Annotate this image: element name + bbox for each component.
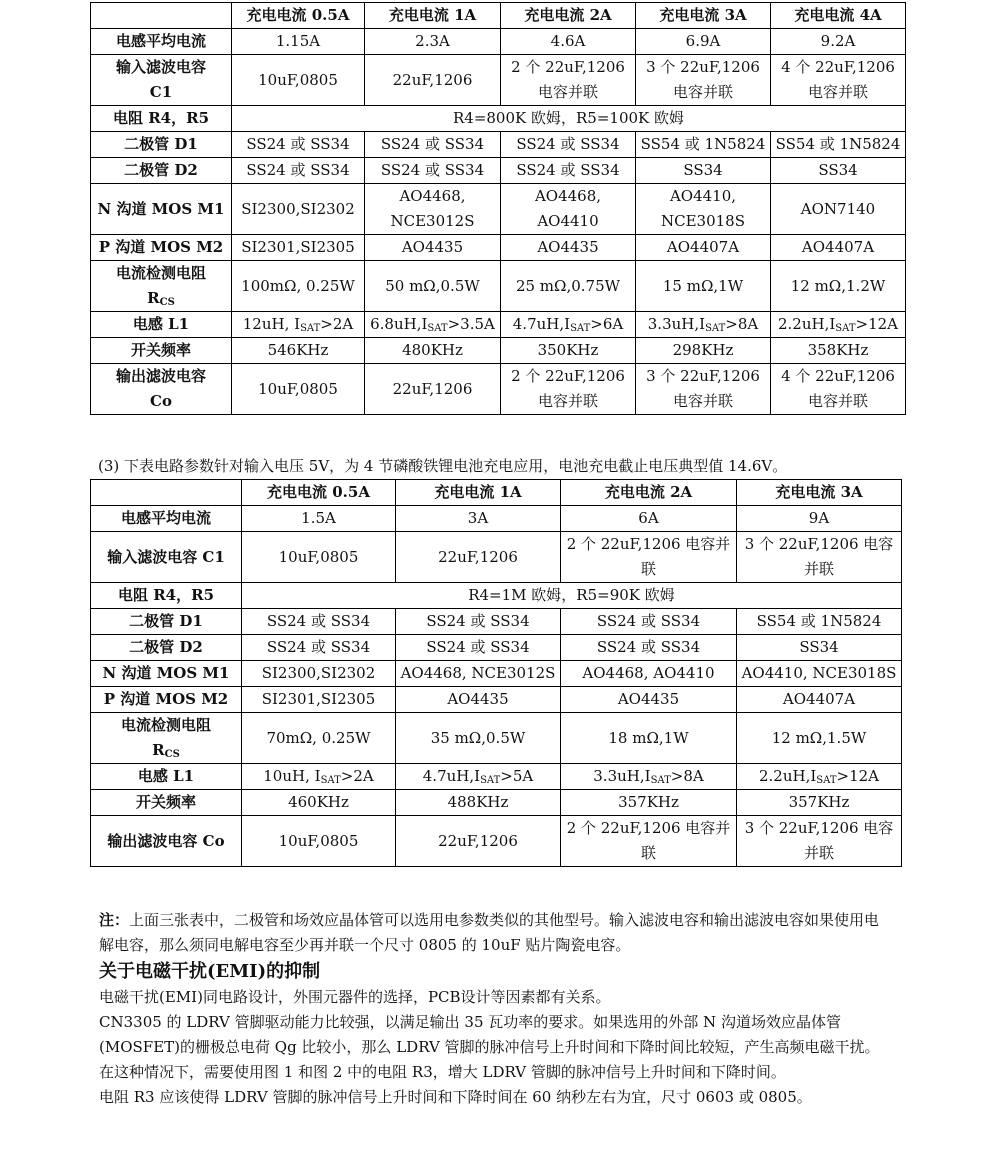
table-row bbox=[91, 661, 902, 687]
table-cell: 22uF,1206 bbox=[365, 55, 501, 106]
row-label-line: C1 bbox=[149, 83, 173, 101]
table-cell: 488KHz bbox=[396, 790, 561, 816]
table-cell: SS24 或 SS34 bbox=[561, 609, 737, 635]
table-cell: SS54 或 1N5824 bbox=[636, 132, 771, 158]
rcs-subscript: CS bbox=[164, 749, 180, 760]
table-cell: 10uF,0805 bbox=[242, 816, 396, 867]
row-label: 电感平均电流 bbox=[91, 29, 232, 55]
table-row bbox=[91, 816, 902, 867]
table-cell: SS54 或 1N5824 bbox=[771, 132, 906, 158]
table-cell: $3.3uH,I_{SAT}>8A$ bbox=[636, 312, 771, 338]
table-cell: SI2300,SI2302 bbox=[232, 184, 365, 235]
emi-paragraph: CN3305 的 LDRV 管脚驱动能力比较强，以满足输出 35 瓦功率的要求。如果选用的外部 N 沟道场效应晶体管(MOSFET)的栅极总电荷 Qg 比较小，那么 LDRV 管脚的脉冲信号上升时间和下降时间比较短，产生高频电磁干扰。在这种情况下，需要使用图 1 和图 2 中的电阻 R3，增大 LDRV 管脚的脉冲信号上升时间和下降时间。 bbox=[99, 1013, 880, 1081]
row-label: P 沟道 MOS M2 bbox=[91, 687, 242, 713]
table-cell: SS24 或 SS34 bbox=[561, 635, 737, 661]
column-header: 充电电流 2A bbox=[501, 3, 636, 29]
column-header: 充电电流 4A bbox=[771, 3, 906, 29]
row-label-line: 电流检测电阻 bbox=[120, 716, 211, 734]
table-cell: 2.3A bbox=[365, 29, 501, 55]
table-cell: 2 个 22uF,1206 电容并联 bbox=[501, 55, 636, 106]
note-label: 注： bbox=[99, 911, 130, 929]
table-cell: 70mΩ, 0.25W bbox=[242, 713, 396, 764]
row-label: 电阻 R4，R5 bbox=[91, 583, 242, 609]
row-label: 电感 L1 bbox=[91, 764, 242, 790]
table-row bbox=[91, 29, 906, 55]
note-paragraph bbox=[99, 908, 891, 958]
table-row bbox=[91, 764, 902, 790]
row-label: 开关频率 bbox=[91, 338, 232, 364]
table-cell: 3 个 22uF,1206 电容并联 bbox=[636, 55, 771, 106]
table-cell: 357KHz bbox=[561, 790, 737, 816]
row-label: 输出滤波电容 Co bbox=[91, 816, 242, 867]
table-cell: 15 mΩ,1W bbox=[636, 261, 771, 312]
rcs-subscript: CS bbox=[159, 297, 175, 308]
table-cell: AO4468, NCE3012S bbox=[396, 661, 561, 687]
table-cell: 25 mΩ,0.75W bbox=[501, 261, 636, 312]
table-cell: $3.3uH,I_{SAT}>8A$ bbox=[561, 764, 737, 790]
table-cell: AO4435 bbox=[396, 687, 561, 713]
table-cell: 10uF,0805 bbox=[232, 55, 365, 106]
note-text: 上面三张表中，二极管和场效应晶体管可以选用电参数类似的其他型号。输入滤波电容和输出滤波电容如果使用电解电容，那么须同电解电容至少再并联一个尺寸 0805 的 10uF 贴片陶瓷电容。 bbox=[99, 911, 880, 954]
table-cell: 100mΩ, 0.25W bbox=[232, 261, 365, 312]
row-label: N 沟道 MOS M1 bbox=[91, 184, 232, 235]
table-caption: (3) 下表电路参数针对输入电压 5V，为 4 节磷酸铁锂电池充电应用，电池充电截止电压典型值 14.6V。 bbox=[98, 457, 788, 475]
table-cell: 1.15A bbox=[232, 29, 365, 55]
table-row bbox=[91, 55, 906, 106]
table-cell: SS34 bbox=[771, 158, 906, 184]
column-header: 充电电流 3A bbox=[636, 3, 771, 29]
rcs-symbol: R bbox=[147, 289, 160, 307]
table-cell: SS24 或 SS34 bbox=[365, 158, 501, 184]
table-cell: 358KHz bbox=[771, 338, 906, 364]
table-cell: 2 个 22uF,1206 电容并联 bbox=[561, 532, 737, 583]
table-cell: 357KHz bbox=[737, 790, 902, 816]
table-cell: 350KHz bbox=[501, 338, 636, 364]
table-cell: 3A bbox=[396, 506, 561, 532]
table-cell: 2 个 22uF,1206 电容并联 bbox=[501, 364, 636, 415]
table-cell: SS24 或 SS34 bbox=[365, 132, 501, 158]
row-label: 二极管 D2 bbox=[91, 158, 232, 184]
column-header: 充电电流 1A bbox=[396, 480, 561, 506]
emi-paragraph: 电阻 R3 应该使得 LDRV 管脚的脉冲信号上升时间和下降时间在 60 纳秒左右为宜，尺寸 0603 或 0805。 bbox=[99, 1088, 812, 1106]
table-cell: SS34 bbox=[636, 158, 771, 184]
table-row bbox=[91, 583, 902, 609]
table-row bbox=[91, 235, 906, 261]
table-cell: 12 mΩ,1.2W bbox=[771, 261, 906, 312]
table-row bbox=[91, 609, 902, 635]
table-cell: $2.2uH,I_{SAT}>12A$ bbox=[737, 764, 902, 790]
table-cell: SS54 或 1N5824 bbox=[737, 609, 902, 635]
row-label: 输入滤波电容 C1 bbox=[91, 532, 242, 583]
table-row bbox=[91, 364, 906, 415]
table-header-row bbox=[91, 480, 902, 506]
table-cell: SI2301,SI2305 bbox=[232, 235, 365, 261]
table-cell: SS24 或 SS34 bbox=[232, 158, 365, 184]
table-cell: 50 mΩ,0.5W bbox=[365, 261, 501, 312]
table-cell: 6.9A bbox=[636, 29, 771, 55]
row-label: N 沟道 MOS M1 bbox=[91, 661, 242, 687]
table-cell: 3 个 22uF,1206 电容并联 bbox=[737, 532, 902, 583]
table-cell: 10uF,0805 bbox=[232, 364, 365, 415]
table-cell: 4 个 22uF,1206 电容并联 bbox=[771, 364, 906, 415]
row-label: 电阻 R4，R5 bbox=[91, 106, 232, 132]
table-cell: 2 个 22uF,1206 电容并联 bbox=[561, 816, 737, 867]
table-cell: SS24 或 SS34 bbox=[242, 635, 396, 661]
table-cell: SI2300,SI2302 bbox=[242, 661, 396, 687]
row-label: 二极管 D1 bbox=[91, 132, 232, 158]
table-row bbox=[91, 184, 906, 235]
table-cell: AO4407A bbox=[636, 235, 771, 261]
row-label-line: 输出滤波电容 bbox=[115, 367, 206, 385]
table-cell: 4.6A bbox=[501, 29, 636, 55]
row-label: 二极管 D2 bbox=[91, 635, 242, 661]
row-label-line: 输入滤波电容 bbox=[115, 58, 206, 76]
table-cell: $4.7uH,I_{SAT}>5A$ bbox=[396, 764, 561, 790]
table-cell: 460KHz bbox=[242, 790, 396, 816]
table-row bbox=[91, 506, 902, 532]
table-cell: AO4410, NCE3018S bbox=[636, 184, 771, 235]
row-label bbox=[91, 364, 232, 415]
table-cell: AO4407A bbox=[737, 687, 902, 713]
table-cell: AO4435 bbox=[365, 235, 501, 261]
row-label: 二极管 D1 bbox=[91, 609, 242, 635]
table-cell: 18 mΩ,1W bbox=[561, 713, 737, 764]
column-header: 充电电流 1A bbox=[365, 3, 501, 29]
parameter-table-2 bbox=[90, 479, 902, 867]
table-row bbox=[91, 312, 906, 338]
emi-paragraph: 电磁干扰(EMI)同电路设计，外围元器件的选择，PCB设计等因素都有关系。 bbox=[99, 988, 611, 1006]
table-row bbox=[91, 106, 906, 132]
table-cell: 35 mΩ,0.5W bbox=[396, 713, 561, 764]
rcs-symbol: R bbox=[152, 741, 165, 759]
table-cell: AO4468, AO4410 bbox=[501, 184, 636, 235]
table-cell: SS24 或 SS34 bbox=[396, 609, 561, 635]
table-cell: AON7140 bbox=[771, 184, 906, 235]
table-cell: R4=1M 欧姆，R5=90K 欧姆 bbox=[242, 583, 902, 609]
table-cell: AO4410, NCE3018S bbox=[737, 661, 902, 687]
table-cell: SS24 或 SS34 bbox=[501, 158, 636, 184]
table-cell: 22uF,1206 bbox=[365, 364, 501, 415]
corner-cell bbox=[91, 3, 232, 29]
parameter-table-1 bbox=[90, 2, 906, 415]
emi-heading: 关于电磁干扰(EMI)的抑制 bbox=[99, 961, 321, 982]
table-row bbox=[91, 635, 902, 661]
table-row bbox=[91, 158, 906, 184]
table-cell: 546KHz bbox=[232, 338, 365, 364]
table-cell: SS24 或 SS34 bbox=[232, 132, 365, 158]
row-label: P 沟道 MOS M2 bbox=[91, 235, 232, 261]
column-header: 充电电流 0.5A bbox=[232, 3, 365, 29]
row-label bbox=[91, 261, 232, 312]
table-cell: AO4435 bbox=[501, 235, 636, 261]
row-label: 电感平均电流 bbox=[91, 506, 242, 532]
table-cell: 9.2A bbox=[771, 29, 906, 55]
table-row bbox=[91, 132, 906, 158]
table-cell: 4 个 22uF,1206 电容并联 bbox=[771, 55, 906, 106]
table-cell: 12uH, $I_{SAT}>2A$ bbox=[232, 312, 365, 338]
table-cell: 10uH, $I_{SAT}>2A$ bbox=[242, 764, 396, 790]
table-row bbox=[91, 687, 902, 713]
table-header-row bbox=[91, 3, 906, 29]
table-row bbox=[91, 713, 902, 764]
table-cell: $6.8uH,I_{SAT}>3.5A$ bbox=[365, 312, 501, 338]
table-cell: 22uF,1206 bbox=[396, 816, 561, 867]
table-cell: AO4468, NCE3012S bbox=[365, 184, 501, 235]
table-cell: 3 个 22uF,1206 电容并联 bbox=[737, 816, 902, 867]
row-label bbox=[91, 55, 232, 106]
table-cell: AO4435 bbox=[561, 687, 737, 713]
row-label-line: 电流检测电阻 bbox=[115, 264, 206, 282]
corner-cell bbox=[91, 480, 242, 506]
table-cell: SS24 或 SS34 bbox=[396, 635, 561, 661]
table-cell: 6A bbox=[561, 506, 737, 532]
column-header: 充电电流 0.5A bbox=[242, 480, 396, 506]
table-cell: SS34 bbox=[737, 635, 902, 661]
table-row bbox=[91, 261, 906, 312]
table-cell: 3 个 22uF,1206 电容并联 bbox=[636, 364, 771, 415]
column-header: 充电电流 3A bbox=[737, 480, 902, 506]
table-row bbox=[91, 790, 902, 816]
table-row bbox=[91, 532, 902, 583]
table-cell: 298KHz bbox=[636, 338, 771, 364]
table-cell: 22uF,1206 bbox=[396, 532, 561, 583]
table-cell: SS24 或 SS34 bbox=[501, 132, 636, 158]
table-cell: 10uF,0805 bbox=[242, 532, 396, 583]
table-cell: SI2301,SI2305 bbox=[242, 687, 396, 713]
row-label bbox=[91, 713, 242, 764]
column-header: 充电电流 2A bbox=[561, 480, 737, 506]
table-cell: 1.5A bbox=[242, 506, 396, 532]
table-cell: $4.7uH,I_{SAT}>6A$ bbox=[501, 312, 636, 338]
table-cell: 480KHz bbox=[365, 338, 501, 364]
notes-section bbox=[99, 908, 891, 1110]
table-cell: SS24 或 SS34 bbox=[242, 609, 396, 635]
table-cell: 12 mΩ,1.5W bbox=[737, 713, 902, 764]
table-cell: AO4468, AO4410 bbox=[561, 661, 737, 687]
table-cell: R4=800K 欧姆，R5=100K 欧姆 bbox=[232, 106, 906, 132]
table-cell: AO4407A bbox=[771, 235, 906, 261]
table-cell: 9A bbox=[737, 506, 902, 532]
table-cell: $2.2uH,I_{SAT}>12A$ bbox=[771, 312, 906, 338]
table-row bbox=[91, 338, 906, 364]
row-label: 电感 L1 bbox=[91, 312, 232, 338]
row-label-line: Co bbox=[150, 392, 172, 410]
row-label: 开关频率 bbox=[91, 790, 242, 816]
